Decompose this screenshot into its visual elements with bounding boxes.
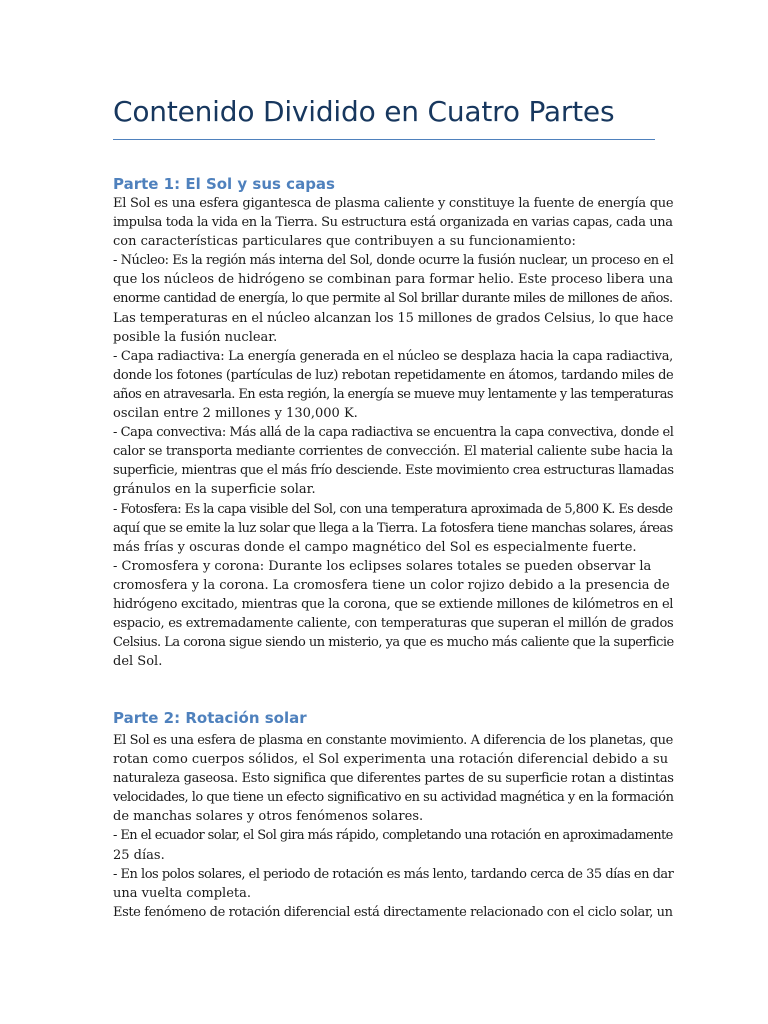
body-line: Celsius. La corona sigue siendo un misterio, ya que es mucho más caliente que la superficie bbox=[113, 635, 674, 651]
body-line: velocidades, lo que tiene un efecto significativo en su actividad magnética y en la formación bbox=[113, 790, 674, 806]
body-line: impulsa toda la vida en la Tierra. Su estructura está organizada en varias capas, cada una bbox=[113, 215, 673, 231]
body-line: Este fenómeno de rotación diferencial está directamente relacionado con el ciclo solar, un bbox=[113, 904, 673, 920]
body-line: - Capa radiactiva: La energía generada en el núcleo se desplaza hacia la capa radiactiva, bbox=[113, 348, 673, 364]
body-line: años en atravesarla. En esta región, la energía se mueve muy lentamente y las temperaturas bbox=[113, 386, 673, 402]
body-line: oscilan entre 2 millones y 130,000 K. bbox=[113, 406, 358, 422]
body-line: espacio, es extremadamente caliente, con temperaturas que superan el millón de grados bbox=[113, 616, 674, 632]
body-line: de manchas solares y otros fenómenos solares. bbox=[113, 809, 424, 825]
body-line: con características particulares que contribuyen a su funcionamiento: bbox=[113, 234, 576, 250]
body-line: superficie, mientras que el más frío desciende. Este movimiento crea estructuras llamadas bbox=[113, 463, 674, 479]
body-line: El Sol es una esfera gigantesca de plasma caliente y constituye la fuente de energía que bbox=[113, 196, 674, 211]
body-line: posible la fusión nuclear. bbox=[113, 329, 278, 345]
body-line: - Fotosfera: Es la capa visible del Sol, con una temperatura aproximada de 5,800 K. Es desde bbox=[113, 501, 673, 517]
body-line: - En los polos solares, el periodo de rotación es más lento, tardando cerca de 35 días en dar bbox=[113, 866, 674, 882]
body-line: donde los fotones (partículas de luz) rebotan repetidamente en átomos, tardando miles de bbox=[113, 367, 674, 383]
body-line: enorme cantidad de energía, lo que permite al Sol brillar durante miles de millones de años. bbox=[113, 291, 673, 307]
body-line: más frías y oscuras donde el campo magnético del Sol es especialmente fuerte. bbox=[113, 539, 637, 555]
document-title: Contenido Dividido en Cuatro Partes bbox=[113, 95, 615, 128]
body-line: una vuelta completa. bbox=[113, 885, 252, 901]
section-body-part-2 bbox=[113, 731, 673, 922]
body-line: - Cromosfera y corona: Durante los eclipses solares totales se pueden observar la bbox=[113, 558, 652, 574]
body-line: que los núcleos de hidrógeno se combinan para formar helio. Este proceso libera una bbox=[113, 272, 674, 288]
body-line: - En el ecuador solar, el Sol gira más rápido, completando una rotación en aproximadamente bbox=[113, 828, 673, 844]
section-heading-part-1: Parte 1: El Sol y sus capas bbox=[113, 175, 335, 193]
section-body-part-1 bbox=[113, 194, 673, 671]
body-line: del Sol. bbox=[113, 654, 163, 670]
section-heading-part-2: Parte 2: Rotación solar bbox=[113, 709, 307, 727]
body-line: 25 días. bbox=[113, 847, 165, 863]
body-line: naturaleza gaseosa. Esto significa que diferentes partes de su superficie rotan a distintas bbox=[113, 771, 674, 787]
body-line: El Sol es una esfera de plasma en constante movimiento. A diferencia de los planetas, que bbox=[113, 733, 673, 748]
title-underline bbox=[113, 139, 655, 140]
body-line: rotan como cuerpos sólidos, el Sol experimenta una rotación diferencial debido a su bbox=[113, 752, 669, 768]
body-line: aquí que se emite la luz solar que llega a la Tierra. La fotosfera tiene manchas solares, áreas bbox=[113, 520, 673, 536]
body-line: cromosfera y la corona. La cromosfera tiene un color rojizo debido a la presencia de bbox=[113, 577, 670, 593]
body-line: hidrógeno excitado, mientras que la corona, que se extiende millones de kilómetros en el bbox=[113, 596, 674, 612]
body-line: Las temperaturas en el núcleo alcanzan los 15 millones de grados Celsius, lo que hace bbox=[113, 310, 674, 326]
body-line: calor se transporta mediante corrientes de convección. El material caliente sube hacia la bbox=[113, 444, 673, 460]
body-line: - Núcleo: Es la región más interna del Sol, donde ocurre la fusión nuclear, un proceso en el bbox=[113, 253, 674, 269]
body-line: gránulos en la superficie solar. bbox=[113, 482, 316, 498]
body-line: - Capa convectiva: Más allá de la capa radiactiva se encuentra la capa convectiva, donde el bbox=[113, 425, 674, 441]
